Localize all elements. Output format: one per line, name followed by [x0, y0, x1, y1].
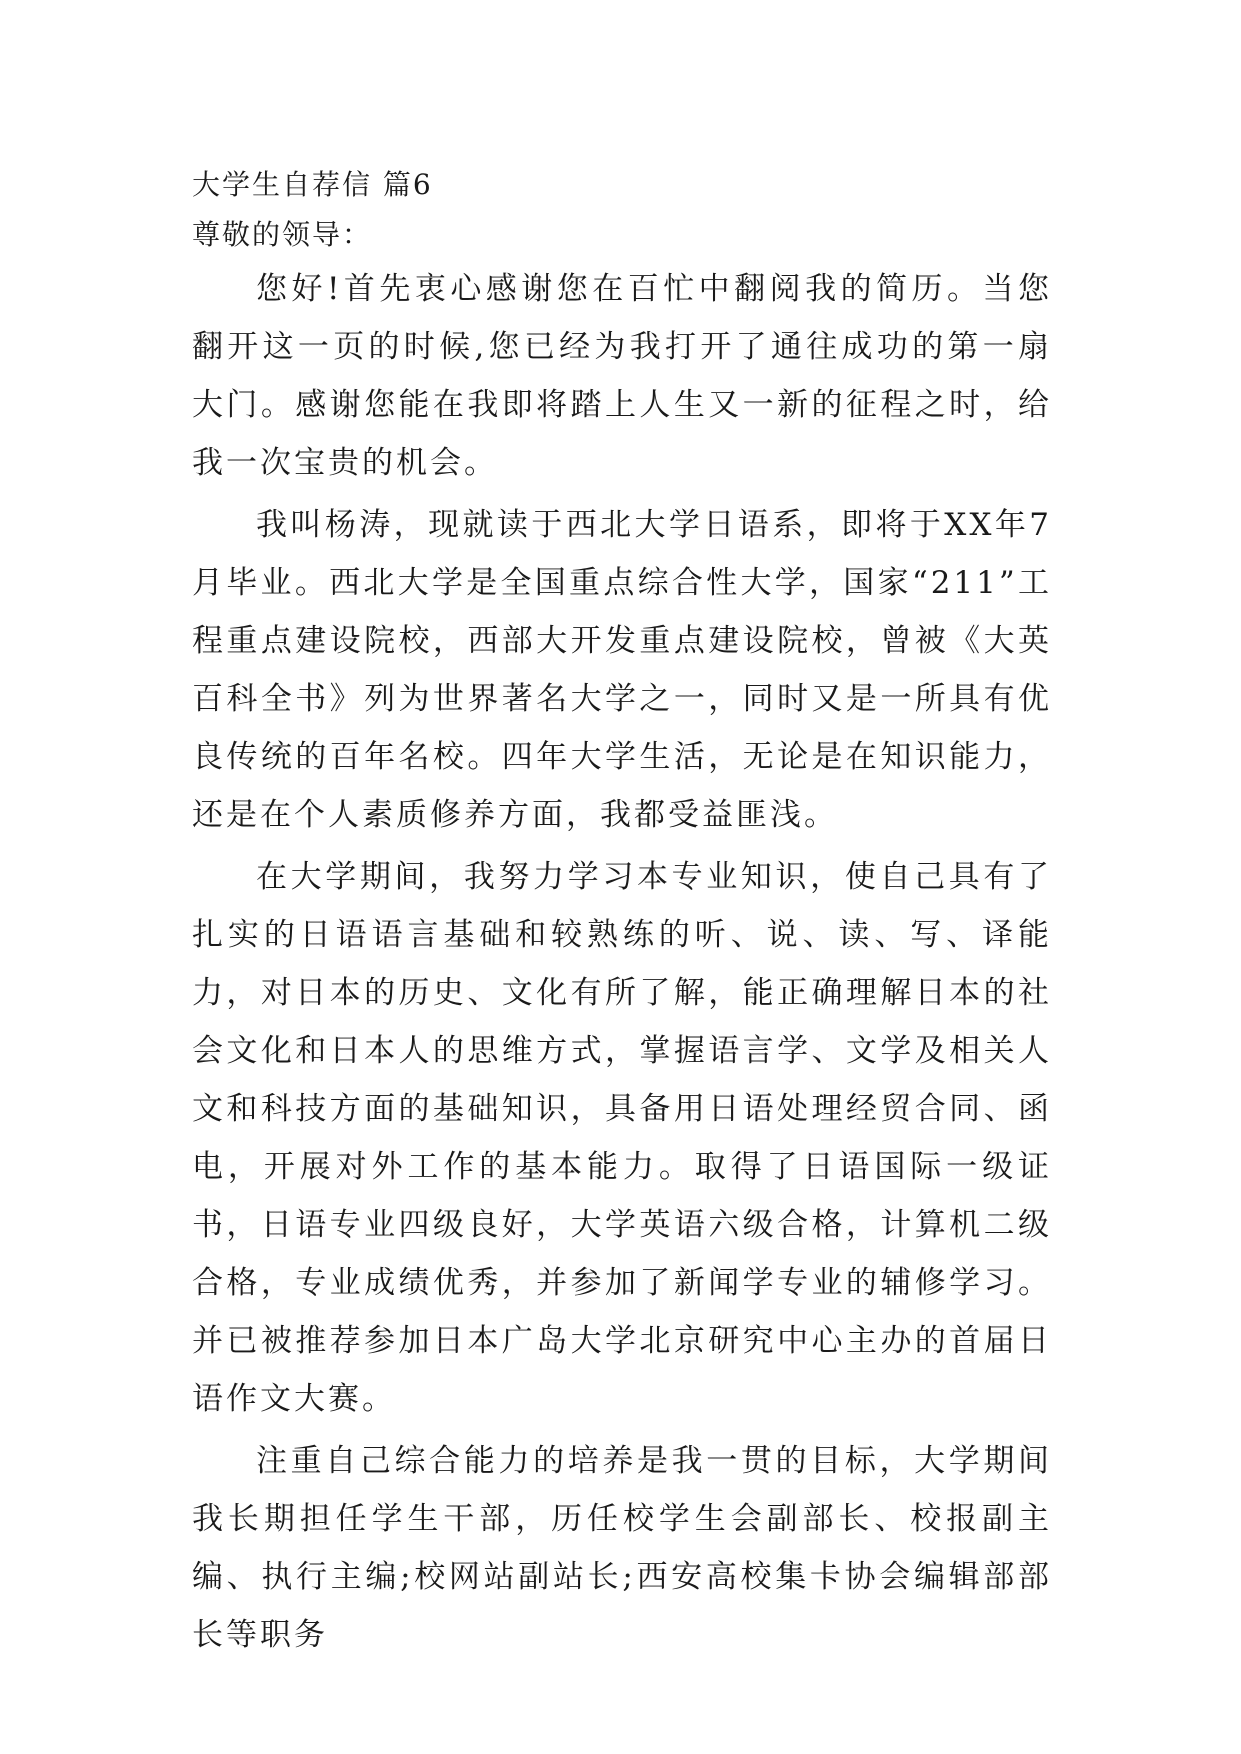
salutation: 尊敬的领导：	[192, 218, 373, 251]
paragraph-introduction: 我叫杨涛，现就读于西北大学日语系，即将于XX年7月毕业。西北大学是全国重点综合性大学，国家“211”工程重点建设院校，西部大开发重点建设院校，曾被《大英百科全书》列为世界著名大学之一，同时又是一所具有优良传统的百年名校。四年大学生活，无论是在知识能力，还是在个人素质修养方面，我都受益匪浅。	[192, 507, 1052, 833]
paragraph-activities: 注重自己综合能力的培养是我一贯的目标，大学期间我长期担任学生干部，历任校学生会副部长、校报副主编、执行主编;校网站副站长;西安高校集卡协会编辑部部长等职务	[192, 1443, 1052, 1653]
paragraph-studies: 在大学期间，我努力学习本专业知识，使自己具有了扎实的日语语言基础和较熟练的听、说、读、写、译能力，对日本的历史、文化有所了解，能正确理解日本的社会文化和日本人的思维方式，掌握语言学、文学及相关人文和科技方面的基础知识，具备用日语处理经贸合同、函电，开展对外工作的基本能力。取得了日语国际一级证书，日语专业四级良好，大学英语六级合格，计算机二级合格，专业成绩优秀，并参加了新闻学专业的辅修学习。并已被推荐参加日本广岛大学北京研究中心主办的首届日语作文大赛。	[192, 859, 1052, 1417]
letter-body	[192, 164, 1052, 1664]
document-title: 大学生自荐信 篇6	[192, 168, 433, 201]
paragraph-greeting: 您好!首先衷心感谢您在百忙中翻阅我的简历。当您翻开这一页的时候,您已经为我打开了通往成功的第一扇大门。感谢您能在我即将踏上人生又一新的征程之时，给我一次宝贵的机会。	[192, 271, 1052, 481]
